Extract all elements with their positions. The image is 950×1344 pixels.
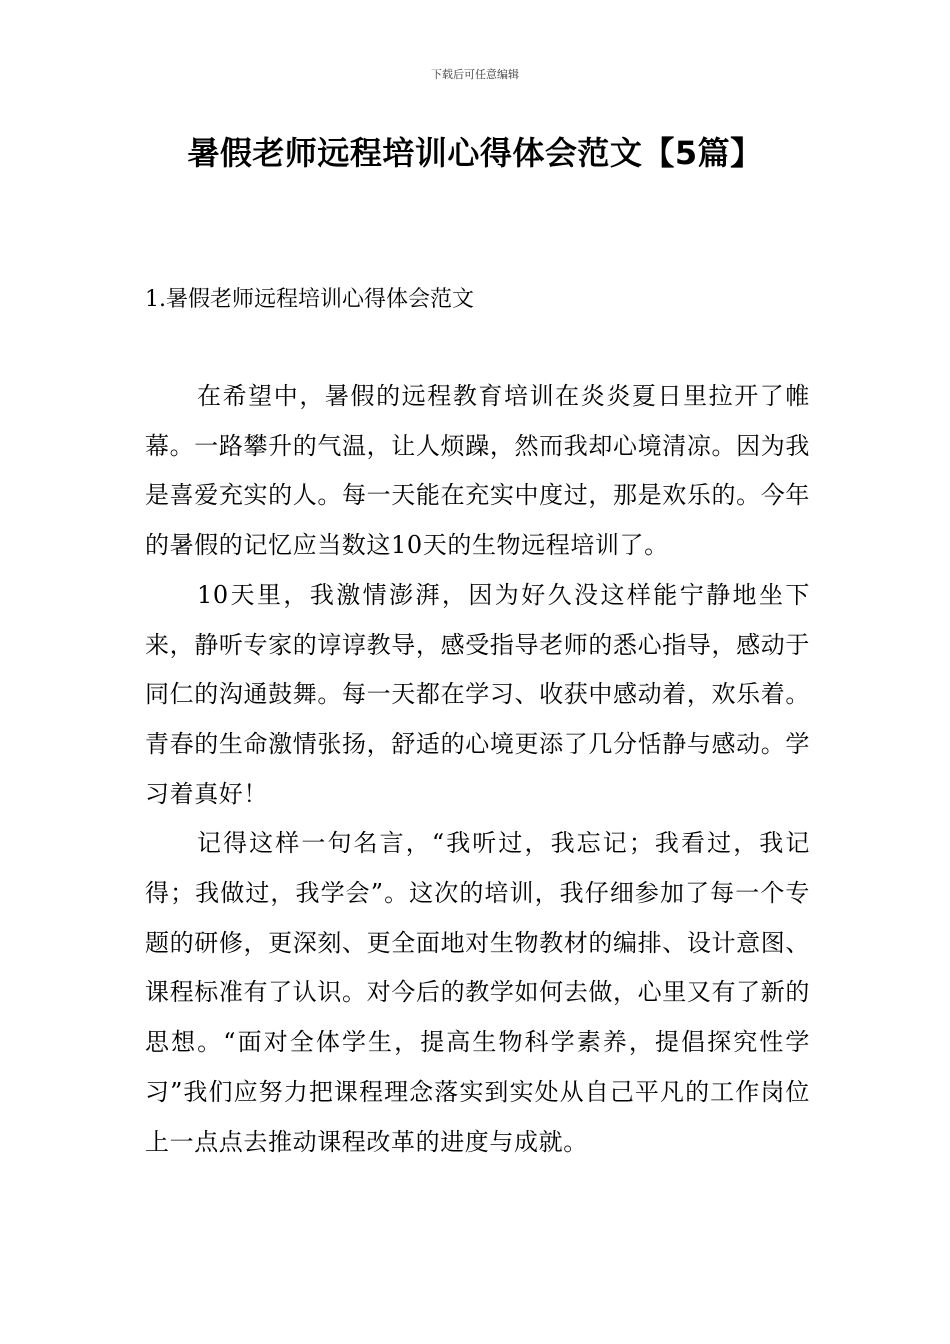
paragraph-2: 10天里，我激情澎湃，因为好久没这样能宁静地坐下来，静听专家的谆谆教导，感受指导老师的悉心指导，感动于同仁的沟通鼓舞。每一天都在学习、收获中感动着，欢乐着。青春的生命激情张扬，舒适的心境更添了几分恬静与感动。学习着真好！ [145,580,810,808]
header-note: 下载后可任意编辑 [431,68,519,81]
document-body [145,372,810,1167]
paragraph-3: 记得这样一句名言，“我听过，我忘记；我看过，我记得；我做过，我学会”。这次的培训，我仔细参加了每一个专题的研修，更深刻、更全面地对生物教材的编排、设计意图、课程标准有了认识。对今后的教学如何去做，心里又有了新的思想。“面对全体学生，提高生物科学素养，提倡探究性学习”我们应努力把课程理念落实到实处从自己平凡的工作岗位上一点点去推动课程改革的进度与成就。 [145,829,810,1156]
section-heading: 1.暑假老师远程培训心得体会范文 [145,287,474,312]
document-title: 暑假老师远程培训心得体会范文【5篇】 [187,134,763,172]
paragraph-1: 在希望中，暑假的远程教育培训在炎炎夏日里拉开了帷幕。一路攀升的气温，让人烦躁，然而我却心境清凉。因为我是喜爱充实的人。每一天能在充实中度过，那是欢乐的。今年的暑假的记忆应当数这10天的生物远程培训了。 [145,382,810,560]
